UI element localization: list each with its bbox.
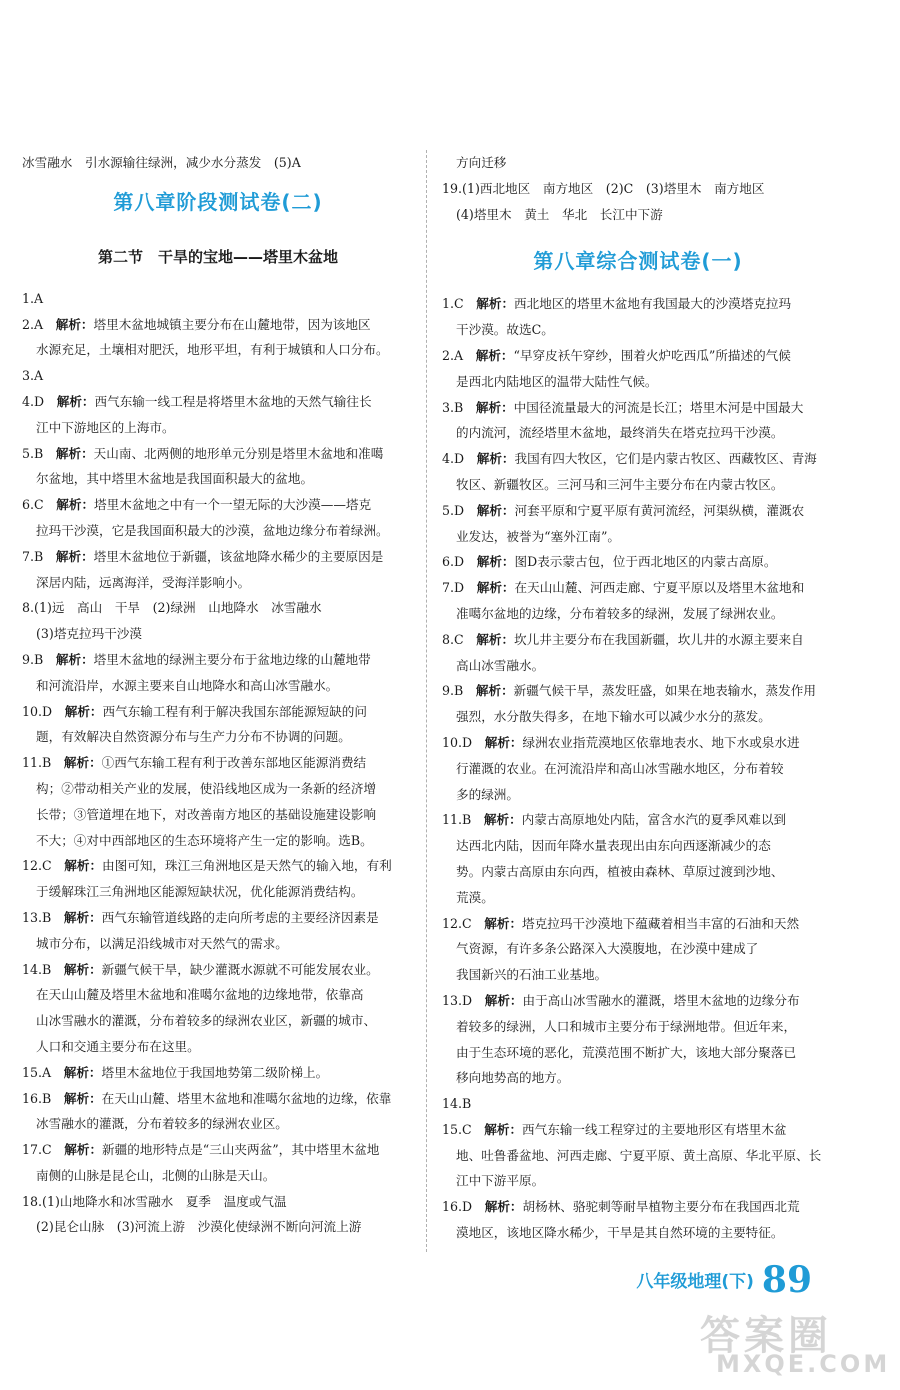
answer-continuation: 势。内蒙古高原由东向西，植被由森林、草原过渡到沙地、: [456, 863, 784, 879]
answer-number: 8.C: [442, 631, 477, 647]
answer-number: 5.D: [442, 502, 477, 518]
answer-continuation: 题，有效解决自然资源分布与生产力分布不协调的问题。: [36, 729, 351, 745]
answer-item: [442, 446, 834, 498]
answer-text: “早穿皮袄午穿纱，围着火炉吃西瓜”所描述的气候: [513, 347, 791, 363]
answer-first-line: [442, 395, 834, 421]
answer-text: 在天山山麓、塔里木盆地和准噶尔盆地的边缘，依靠: [101, 1090, 392, 1106]
answer-continuation: 由于生态环境的恶化，荒漠范围不断扩大，该地大部分聚落已: [456, 1044, 797, 1060]
answer-first-line: [22, 905, 414, 931]
answer-first-line: [442, 1194, 834, 1220]
answer-text: 胡杨林、骆驼刺等耐旱植物主要分布在我国西北荒: [522, 1199, 800, 1215]
page-number: 89: [761, 1259, 812, 1301]
answer-item: [442, 988, 834, 1091]
answer-item: [442, 343, 834, 395]
answer-item: [442, 395, 834, 447]
answer-text: 坎儿井主要分布在我国新疆，坎儿井的水源主要来自: [514, 631, 804, 647]
answer-item: [22, 957, 414, 1060]
analysis-label: 解析：: [64, 1142, 103, 1158]
answer-number: 10.D: [22, 703, 65, 719]
answer-text: 新疆的地形特点是“三山夹两盆”，其中塔里木盆地: [102, 1142, 380, 1158]
answer-item: [22, 595, 414, 647]
answer-item: [22, 853, 414, 905]
answer-first-line: [22, 647, 414, 673]
footer-label: 八年级地理(下): [636, 1272, 754, 1292]
answer-text: 新疆气候干旱，蒸发旺盛，如果在地表输水，蒸发作用: [513, 683, 816, 699]
answer-first-line: [442, 176, 834, 202]
answer-continuation: 拉玛干沙漠，它是我国面积最大的沙漠，盆地边缘分布着绿洲。: [36, 522, 389, 538]
answer-number: 16.D: [442, 1199, 485, 1215]
answer-item: [22, 750, 414, 853]
analysis-label: 解析：: [476, 296, 515, 312]
answer-first-line: [442, 627, 834, 653]
chapter-title-right: 第八章综合测试卷(一): [533, 249, 743, 274]
analysis-label: 解析：: [64, 858, 103, 874]
answer-item: [442, 549, 834, 575]
answer-text: 塔里木盆地的绿洲主要分布于盆地边缘的山麓地带: [93, 651, 371, 667]
answer-first-line: [22, 1086, 414, 1112]
analysis-label: 解析：: [64, 703, 103, 719]
answer-text: 图D表示蒙古包，位于西北地区的内蒙古高原。: [514, 554, 777, 570]
answer-first-line: [22, 492, 414, 518]
answer-first-line: [22, 363, 414, 389]
analysis-label: 解析：: [55, 445, 94, 461]
answer-text: 塔里木盆地城镇主要分布在山麓地带，因为该地区: [93, 316, 371, 332]
answer-continuation: 山冰雪融水的灌溉，分布着较多的绿洲农业区，新疆的城市、: [36, 1013, 377, 1029]
answer-item: [442, 176, 834, 228]
answer-continuation: 江中下游平原。: [456, 1173, 545, 1189]
answer-text: 河套平原和宁夏平原有黄河流经，河渠纵横，灌溉农: [514, 502, 805, 518]
answer-number: 3.B: [442, 399, 476, 415]
analysis-label: 解析：: [56, 497, 95, 513]
answer-item: [22, 699, 414, 751]
analysis-label: 解析：: [484, 915, 523, 931]
answer-continuation: (2)昆仑山脉 (3)河流上游 沙漠化使绿洲不断向河流上游: [36, 1219, 362, 1235]
answer-number: 17.C: [22, 1142, 65, 1158]
analysis-label: 解析：: [484, 1199, 523, 1215]
answer-item: [442, 730, 834, 807]
left-answer-list: [22, 286, 414, 1240]
answer-first-line: [442, 498, 834, 524]
answer-item: [442, 1091, 834, 1117]
answer-item: [22, 389, 414, 441]
answer-first-line: [442, 911, 834, 937]
analysis-label: 解析：: [63, 1064, 102, 1080]
answer-first-line: [442, 575, 834, 601]
answer-text: 西北地区的塔里木盆地有我国最大的沙漠塔克拉玛: [514, 296, 792, 312]
analysis-label: 解析：: [475, 347, 514, 363]
answer-first-line: [22, 1060, 414, 1086]
answer-number: 1.C: [442, 296, 477, 312]
answer-continuation: 多的绿洲。: [456, 786, 519, 802]
answer-continuation: 干沙漠。故选C。: [456, 322, 554, 338]
analysis-label: 解析：: [55, 548, 94, 564]
answer-first-line: [22, 286, 414, 312]
answer-continuation: 构；②带动相关产业的发展，使沿线地区成为一条新的经济增: [36, 780, 377, 796]
answer-number: 6.C: [22, 497, 57, 513]
section-title: 第二节 干旱的宝地——塔里木盆地: [97, 247, 338, 266]
answer-number: 11.B: [22, 755, 64, 771]
answer-continuation: 高山冰雪融水。: [456, 657, 545, 673]
analysis-label: 解析：: [484, 992, 523, 1008]
answer-continuation: 地、吐鲁番盆地、河西走廊、宁夏平原、黄土高原、华北平原、长: [456, 1147, 822, 1163]
answer-first-line: [442, 343, 834, 369]
answer-text: (1)西北地区 南方地区 (2)C (3)塔里木 南方地区: [462, 180, 765, 196]
answer-first-line: [22, 595, 414, 621]
answer-item: [22, 492, 414, 544]
intro-line: 冰雪融水 引水源输往绿洲，减少水分蒸发 (5)A: [22, 155, 301, 170]
answer-number: 7.D: [442, 580, 477, 596]
analysis-label: 解析：: [476, 631, 515, 647]
answer-continuation: 准噶尔盆地的边缘，分布着较多的绿洲，发展了绿洲农业。: [456, 605, 784, 621]
answer-item: [442, 1117, 834, 1194]
analysis-label: 解析：: [55, 651, 94, 667]
answer-continuation: 水源充足，土壤相对肥沃，地形平坦，有利于城镇和人口分布。: [36, 342, 389, 358]
answer-continuation: 荒漠。: [456, 889, 494, 905]
answer-continuation: 江中下游地区的上海市。: [36, 419, 175, 435]
answer-number: 9.B: [442, 683, 476, 699]
answer-first-line: [22, 853, 414, 879]
continued-line: 方向迁移: [456, 155, 507, 170]
answer-continuation: 是西北内陆地区的温带大陆性气候。: [456, 373, 658, 389]
analysis-label: 解析：: [484, 1121, 523, 1137]
answer-number: 12.C: [442, 915, 485, 931]
page-footer: [636, 1259, 812, 1301]
answer-text: (1)远 高山 干旱 (2)绿洲 山地降水 冰雪融水: [34, 600, 322, 616]
answer-item: [442, 291, 834, 343]
answer-number: 14.B: [22, 961, 64, 977]
answer-number: 13.D: [442, 992, 485, 1008]
answer-first-line: [442, 678, 834, 704]
answer-continuation: 于缓解珠江三角洲地区能源短缺状况，优化能源消费结构。: [36, 884, 364, 900]
answer-text: 在天山山麓、河西走廊、宁夏平原以及塔里木盆地和: [514, 580, 805, 596]
answer-first-line: [442, 730, 834, 756]
answer-continuation: 行灌溉的农业。在河流沿岸和高山冰雪融水地区，分布着较: [456, 760, 784, 776]
analysis-label: 解析：: [55, 316, 94, 332]
answer-item: [22, 1086, 414, 1138]
answer-first-line: [442, 1091, 834, 1117]
answer-text: 塔克拉玛干沙漠地下蕴藏着相当丰富的石油和天然: [522, 915, 800, 931]
answer-number: 10.D: [442, 734, 485, 750]
answer-number: 8.: [22, 600, 35, 616]
answer-text: 新疆气候干旱，缺少灌溉水源就不可能发展农业。: [101, 961, 379, 977]
answer-text: (1)山地降水和冰雪融水 夏季 温度或气温: [42, 1193, 287, 1209]
answer-number: 7.B: [22, 548, 56, 564]
answer-number: 4.D: [442, 451, 477, 467]
answer-text: 中国径流量最大的河流是长江；塔里木河是中国最大: [513, 399, 804, 415]
answer-continuation: 和河流沿岸，水源主要来自山地降水和高山冰雪融水。: [36, 677, 339, 693]
answer-number: 2.A: [22, 316, 56, 332]
analysis-label: 解析：: [475, 683, 514, 699]
analysis-label: 解析：: [63, 961, 102, 977]
answer-continuation: 强烈，水分散失得多，在地下输水可以减少水分的蒸发。: [456, 709, 771, 725]
answer-text: 西气东输工程有利于解决我国东部能源短缺的问: [102, 703, 367, 719]
analysis-label: 解析：: [475, 399, 514, 415]
watermark-logo: [686, 1304, 891, 1382]
analysis-label: 解析：: [476, 502, 515, 518]
answer-item: [442, 498, 834, 550]
answer-number: 4.D: [22, 393, 57, 409]
answer-item: [442, 1194, 834, 1246]
answer-number: 19.: [442, 180, 463, 196]
watermark-text-bottom: MXQE.COM: [716, 1350, 891, 1378]
answer-continuation: 尔盆地，其中塔里木盆地是我国面积最大的盆地。: [36, 471, 314, 487]
answer-item: [442, 575, 834, 627]
answer-item: [22, 544, 414, 596]
answer-continuation: 牧区、新疆牧区。三河马和三河牛主要分布在内蒙古牧区。: [456, 476, 784, 492]
answer-number: 5.B: [22, 445, 56, 461]
answer-text: 内蒙古高原地处内陆，富含水汽的夏季风难以到: [521, 812, 787, 828]
answer-item: [442, 807, 834, 910]
answer-item: [22, 1189, 414, 1241]
answer-continuation: 着较多的绿洲，人口和城市主要分布于绿洲地带。但近年来，: [456, 1018, 797, 1034]
answer-text: 天山南、北两侧的地形单元分别是塔里木盆地和准噶: [93, 445, 384, 461]
answer-first-line: [22, 957, 414, 983]
answer-number: 1.A: [22, 290, 44, 306]
answer-continuation: 深居内陆，远离海洋，受海洋影响小。: [36, 574, 251, 590]
right-answer-list: [442, 291, 834, 1245]
answer-first-line: [442, 988, 834, 1014]
column-divider: [426, 150, 427, 1252]
left-column: [22, 150, 414, 1240]
answer-continuation: 人口和交通主要分布在这里。: [36, 1038, 200, 1054]
answer-item: [442, 911, 834, 988]
answer-continuation: 南侧的山脉是昆仑山，北侧的山脉是天山。: [36, 1167, 276, 1183]
answer-continuation: 漠地区，该地区降水稀少，干旱是其自然环境的主要特征。: [456, 1225, 784, 1241]
answer-first-line: [22, 1137, 414, 1163]
answer-text: ①西气东输工程有利于改善东部地区能源消费结: [101, 755, 367, 771]
analysis-label: 解析：: [483, 812, 522, 828]
answer-text: 绿洲农业指荒漠地区依靠地表水、地下水或泉水进: [522, 734, 800, 750]
answer-continuation: 的内流河，流经塔里木盆地，最终消失在塔克拉玛干沙漠。: [456, 425, 784, 441]
analysis-label: 解析：: [63, 1090, 102, 1106]
answer-text: 西气东输管道线路的走向所考虑的主要经济因素是: [101, 909, 379, 925]
answer-text: 由图可知，珠江三角洲地区是天然气的输入地，有利: [102, 858, 392, 874]
answer-continuation: 业发达，被誉为“塞外江南”。: [456, 528, 621, 544]
answer-text: 我国有四大牧区，它们是内蒙古牧区、西藏牧区、青海: [514, 451, 817, 467]
answer-continuation: 不大；④对中西部地区的生态环境将产生一定的影响。选B。: [36, 832, 373, 848]
answer-number: 18.: [22, 1193, 43, 1209]
answer-text: 西气东输一线工程是将塔里木盆地的天然气输往长: [94, 393, 372, 409]
analysis-label: 解析：: [56, 393, 95, 409]
answer-continuation: 冰雪融水的灌溉，分布着较多的绿洲农业区。: [36, 1116, 288, 1132]
answer-continuation: 气资源，有许多条公路深入大漠腹地，在沙漠中建成了: [456, 941, 759, 957]
answer-number: 14.B: [442, 1096, 472, 1112]
answer-continuation: 移向地势高的地方。: [456, 1070, 570, 1086]
answer-number: 9.B: [22, 651, 56, 667]
answer-number: 16.B: [22, 1090, 64, 1106]
answer-first-line: [22, 1189, 414, 1215]
answer-first-line: [22, 544, 414, 570]
analysis-label: 解析：: [476, 554, 515, 570]
answer-continuation: 在天山山麓及塔里木盆地和准噶尔盆地的边缘地带，依靠高: [36, 987, 364, 1003]
analysis-label: 解析：: [63, 909, 102, 925]
answer-first-line: [22, 750, 414, 776]
analysis-label: 解析：: [63, 755, 102, 771]
answer-number: 6.D: [442, 554, 477, 570]
watermark-text-top: 答案圈: [700, 1313, 832, 1359]
analysis-label: 解析：: [476, 580, 515, 596]
answer-number: 15.C: [442, 1121, 485, 1137]
answer-first-line: [22, 389, 414, 415]
answer-number: 2.A: [442, 347, 476, 363]
answer-text: 塔里木盆地位于我国地势第二级阶梯上。: [101, 1064, 329, 1080]
answer-item: [442, 678, 834, 730]
analysis-label: 解析：: [484, 734, 523, 750]
answer-text: 西气东输一线工程穿过的主要地形区有塔里木盆: [522, 1121, 787, 1137]
answer-item: [22, 647, 414, 699]
chapter-title-left: 第八章阶段测试卷(二): [113, 189, 323, 214]
answer-first-line: [22, 312, 414, 338]
answer-text: 塔里木盆地之中有一个一望无际的大沙漠——塔克: [94, 497, 372, 513]
answer-first-line: [442, 446, 834, 472]
analysis-label: 解析：: [476, 451, 515, 467]
answer-continuation: 达西北内陆，因而年降水量表现出由东向西逐渐减少的态: [456, 838, 771, 854]
answer-number: 15.A: [22, 1064, 64, 1080]
answer-first-line: [442, 1117, 834, 1143]
answer-item: [22, 1060, 414, 1086]
answer-item: [22, 286, 414, 312]
answer-item: [22, 363, 414, 389]
answer-item: [22, 441, 414, 493]
answer-continuation: (3)塔克拉玛干沙漠: [36, 626, 142, 642]
answer-first-line: [442, 807, 834, 833]
answer-first-line: [22, 441, 414, 467]
answer-number: 12.C: [22, 858, 65, 874]
answer-item: [442, 627, 834, 679]
answer-number: 11.B: [442, 812, 484, 828]
answer-first-line: [22, 699, 414, 725]
answer-item: [22, 312, 414, 364]
answer-19: [442, 176, 834, 228]
answer-number: 13.B: [22, 909, 64, 925]
answer-first-line: [442, 291, 834, 317]
answer-continuation: (4)塔里木 黄土 华北 长江中下游: [456, 206, 663, 222]
answer-continuation: 我国新兴的石油工业基地。: [456, 967, 608, 983]
answer-text: 塔里木盆地位于新疆，该盆地降水稀少的主要原因是: [93, 548, 384, 564]
answer-continuation: 长带；③管道埋在地下，对改善南方地区的基础设施建设影响: [36, 806, 377, 822]
right-column: [442, 150, 834, 1246]
answer-text: 由于高山冰雪融水的灌溉，塔里木盆地的边缘分布: [522, 992, 800, 1008]
answer-item: [22, 905, 414, 957]
answer-continuation: 城市分布，以满足沿线城市对天然气的需求。: [36, 935, 288, 951]
answer-first-line: [442, 549, 834, 575]
answer-number: 3.A: [22, 368, 44, 384]
answer-item: [22, 1137, 414, 1189]
